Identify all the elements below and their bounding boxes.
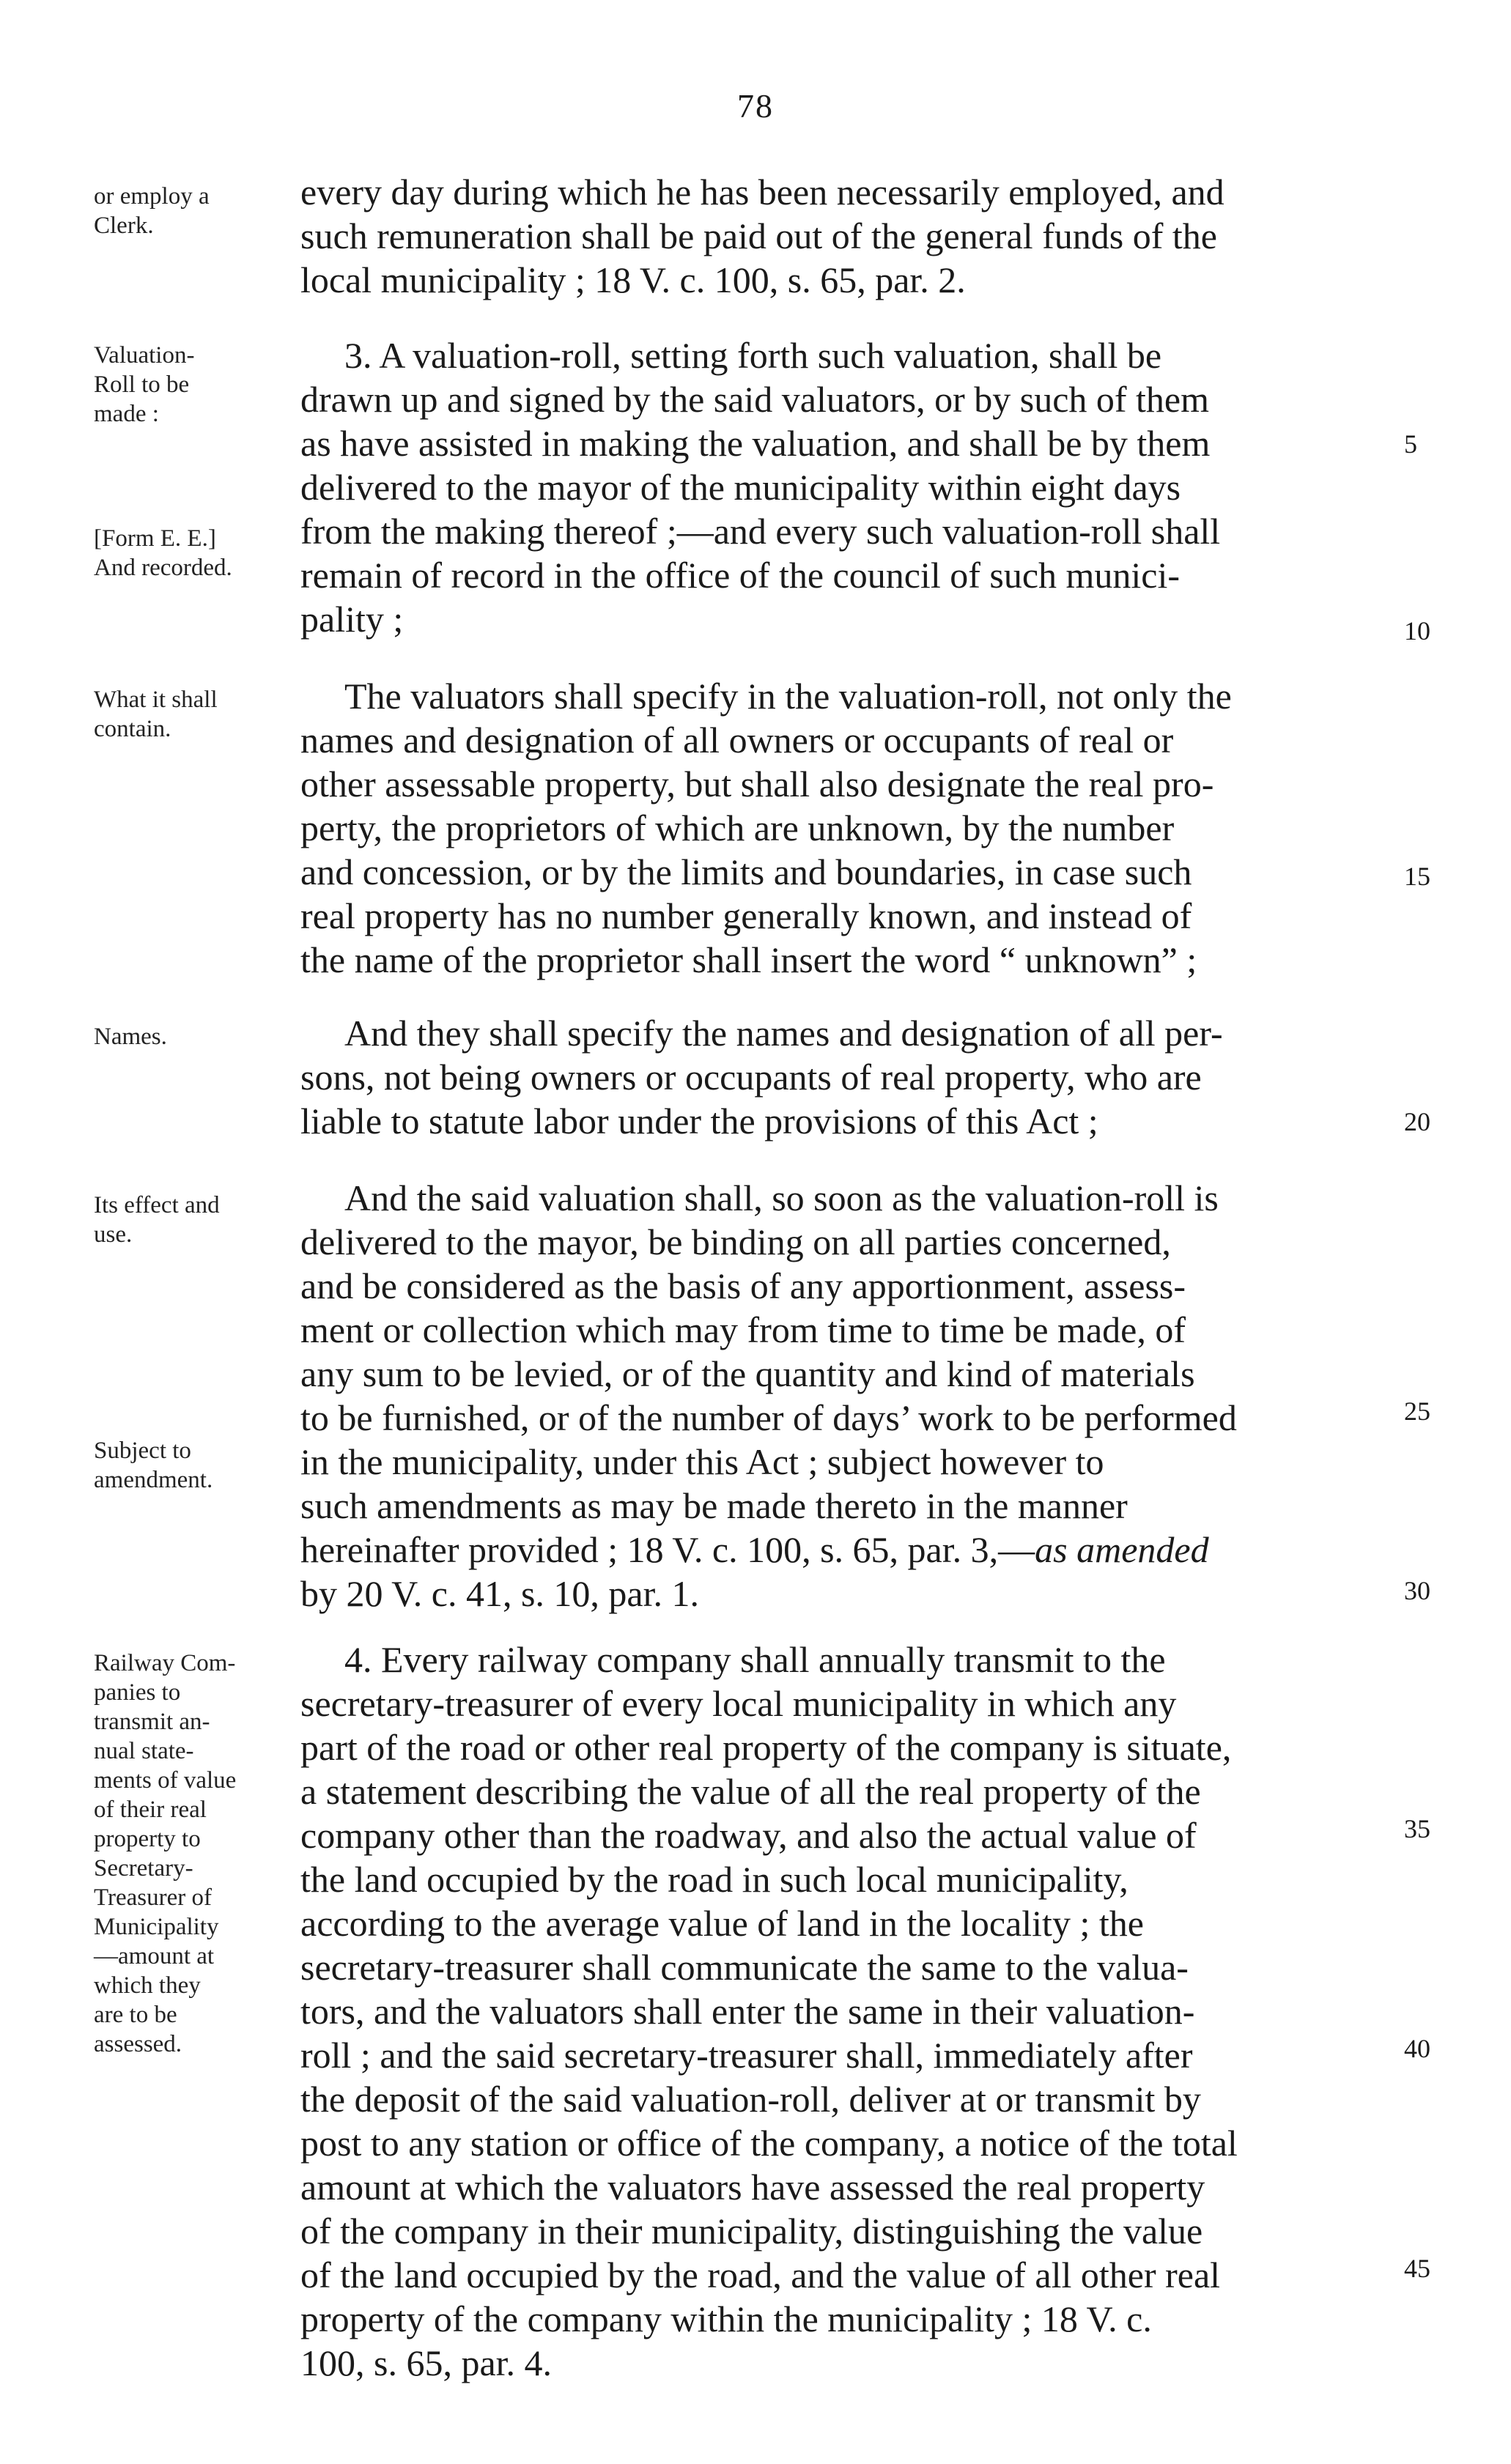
text-line: 4. Every railway company shall annually transmit to the xyxy=(344,1639,1166,1680)
text-line: perty, the proprietors of which are unknown, by the number xyxy=(300,807,1175,848)
text-line: 100, s. 65, par. 4. xyxy=(300,2342,553,2383)
text-line: local municipality ; 18 V. c. 100, s. 65, par. 2. xyxy=(300,259,966,300)
text-line: amount at which the valuators have assessed the real property xyxy=(300,2167,1205,2208)
margin-note-railway-companies xyxy=(94,1649,284,2059)
margin-line: Its effect and xyxy=(94,1192,220,1218)
text-line: roll ; and the said secretary-treasurer shall, immediately after xyxy=(300,2035,1193,2076)
text-line: sons, not being owners or occupants of real property, who are xyxy=(300,1057,1202,1098)
margin-line: Names. xyxy=(94,1024,167,1050)
margin-note-what-it-shall-contain xyxy=(94,685,284,744)
page-number: 78 xyxy=(737,87,774,125)
margin-line: Roll to be xyxy=(94,371,190,398)
paragraph-text xyxy=(300,1176,1385,1616)
text-line: secretary-treasurer of every local municipality in which any xyxy=(300,1683,1177,1724)
text-line: The valuators shall specify in the valuation-roll, not only the xyxy=(344,676,1232,717)
text-line: in the municipality, under this Act ; subject however to xyxy=(300,1441,1104,1482)
line-number: 20 xyxy=(1404,1107,1430,1136)
text-line: to be furnished, or of the number of days’ work to be performed xyxy=(300,1397,1237,1438)
text-line: by 20 V. c. 41, s. 10, par. 1. xyxy=(300,1573,699,1614)
margin-note-names xyxy=(94,1022,284,1051)
paragraph-text xyxy=(300,170,1385,302)
text-line: the deposit of the said valuation-roll, deliver at or transmit by xyxy=(300,2079,1201,2120)
margin-line: made : xyxy=(94,401,159,427)
text-line: and be considered as the basis of any apportionment, assess- xyxy=(300,1265,1186,1306)
text-line: tors, and the valuators shall enter the same in their valuation- xyxy=(300,1991,1195,2032)
line-number: 15 xyxy=(1404,862,1430,891)
text-line: any sum to be levied, or of the quantity and kind of materials xyxy=(300,1353,1195,1394)
line-number: 35 xyxy=(1404,1814,1430,1843)
text-line: of the company in their municipality, distinguishing the value xyxy=(300,2210,1203,2252)
text-line: other assessable property, but shall also designate the real pro- xyxy=(300,763,1214,804)
margin-line: Subject to xyxy=(94,1438,191,1464)
text-line: of the land occupied by the road, and the value of all other real xyxy=(300,2254,1221,2295)
text-line: pality ; xyxy=(300,599,404,640)
paragraph-text xyxy=(300,333,1385,641)
text-line: a statement describing the value of all the real property of the xyxy=(300,1771,1201,1812)
margin-line: —amount at xyxy=(94,1943,215,1969)
margin-note-effect-use xyxy=(94,1191,284,1249)
margin-note-subject-amendment xyxy=(94,1436,284,1495)
margin-line: Railway Com- xyxy=(94,1650,236,1676)
text-line: real property has no number generally known, and instead of xyxy=(300,895,1192,936)
margin-line: amendment. xyxy=(94,1467,213,1493)
text-line: And the said valuation shall, so soon as the valuation-roll is xyxy=(344,1177,1219,1218)
paragraph-text xyxy=(300,1011,1385,1143)
line-number: 40 xyxy=(1404,2034,1430,2063)
line-number: 30 xyxy=(1404,1576,1430,1605)
margin-line: Treasurer of xyxy=(94,1884,212,1911)
margin-line: nual state- xyxy=(94,1738,194,1764)
margin-note-valuation-roll xyxy=(94,341,284,429)
text-line: ment or collection which may from time to time be made, of xyxy=(300,1309,1186,1350)
text-line: and concession, or by the limits and boundaries, in case such xyxy=(300,851,1192,892)
margin-line: of their real xyxy=(94,1797,207,1823)
text-line: secretary-treasurer shall communicate the same to the valua- xyxy=(300,1947,1189,1988)
text-line: the land occupied by the road in such local municipality, xyxy=(300,1859,1128,1900)
text-line: from the making thereof ;—and every such valuation-roll shall xyxy=(300,511,1221,552)
margin-line: use. xyxy=(94,1221,133,1248)
text-line: 3. A valuation-roll, setting forth such valuation, shall be xyxy=(344,335,1162,376)
margin-line: Clerk. xyxy=(94,212,154,239)
text-line: property of the company within the municipality ; 18 V. c. xyxy=(300,2298,1152,2339)
text-line: part of the road or other real property of the company is situate, xyxy=(300,1727,1232,1768)
text-line: according to the average value of land in the locality ; the xyxy=(300,1903,1144,1944)
text-line: And they shall specify the names and designation of all per- xyxy=(344,1013,1223,1054)
text-line: every day during which he has been necessarily employed, and xyxy=(300,171,1224,212)
text-segment: hereinafter provided ; 18 V. c. 100, s. 65, par. 3,— xyxy=(300,1529,1035,1570)
text-line: as have assisted in making the valuation, and shall be by them xyxy=(300,423,1211,464)
margin-line: are to be xyxy=(94,2002,177,2028)
margin-line: What it shall xyxy=(94,687,218,713)
line-number: 5 xyxy=(1404,429,1417,459)
text-line: liable to statute labor under the provisions of this Act ; xyxy=(300,1100,1098,1142)
text-line: delivered to the mayor, be binding on all parties concerned, xyxy=(300,1221,1171,1262)
text-line: the name of the proprietor shall insert the word “ unknown” ; xyxy=(300,939,1197,980)
margin-line: which they xyxy=(94,1972,201,1999)
margin-line: or employ a xyxy=(94,183,210,210)
margin-line: [Form E. E.] xyxy=(94,525,216,552)
paragraph-text xyxy=(300,674,1385,982)
text-line: such amendments as may be made thereto in the manner xyxy=(300,1485,1128,1526)
line-number: 10 xyxy=(1404,616,1430,645)
text-line xyxy=(300,1528,1385,1572)
margin-line: ments of value xyxy=(94,1767,237,1794)
line-number: 45 xyxy=(1404,2254,1430,2283)
text-line: post to any station or office of the company, a notice of the total xyxy=(300,2123,1238,2164)
margin-line: Secretary- xyxy=(94,1855,193,1882)
paragraph-text xyxy=(300,1638,1385,2385)
margin-line: Valuation- xyxy=(94,342,195,369)
margin-line: And recorded. xyxy=(94,555,232,581)
margin-line: contain. xyxy=(94,716,171,742)
margin-line: Municipality xyxy=(94,1914,219,1940)
margin-line: transmit an- xyxy=(94,1709,210,1735)
margin-line: assessed. xyxy=(94,2031,182,2057)
text-line: drawn up and signed by the said valuators, or by such of them xyxy=(300,379,1210,420)
line-number: 25 xyxy=(1404,1396,1430,1426)
margin-line: panies to xyxy=(94,1679,181,1706)
text-line: such remuneration shall be paid out of the general funds of the xyxy=(300,215,1218,256)
text-line: company other than the roadway, and also the actual value of xyxy=(300,1815,1197,1856)
text-line: delivered to the mayor of the municipality within eight days xyxy=(300,467,1181,508)
margin-line: property to xyxy=(94,1826,201,1852)
margin-note-employ-clerk xyxy=(94,182,284,240)
italic-segment: as amended xyxy=(1035,1529,1209,1570)
text-line: names and designation of all owners or occupants of real or xyxy=(300,719,1174,761)
text-line: remain of record in the office of the council of such munici- xyxy=(300,555,1181,596)
margin-note-form-recorded xyxy=(94,524,284,582)
